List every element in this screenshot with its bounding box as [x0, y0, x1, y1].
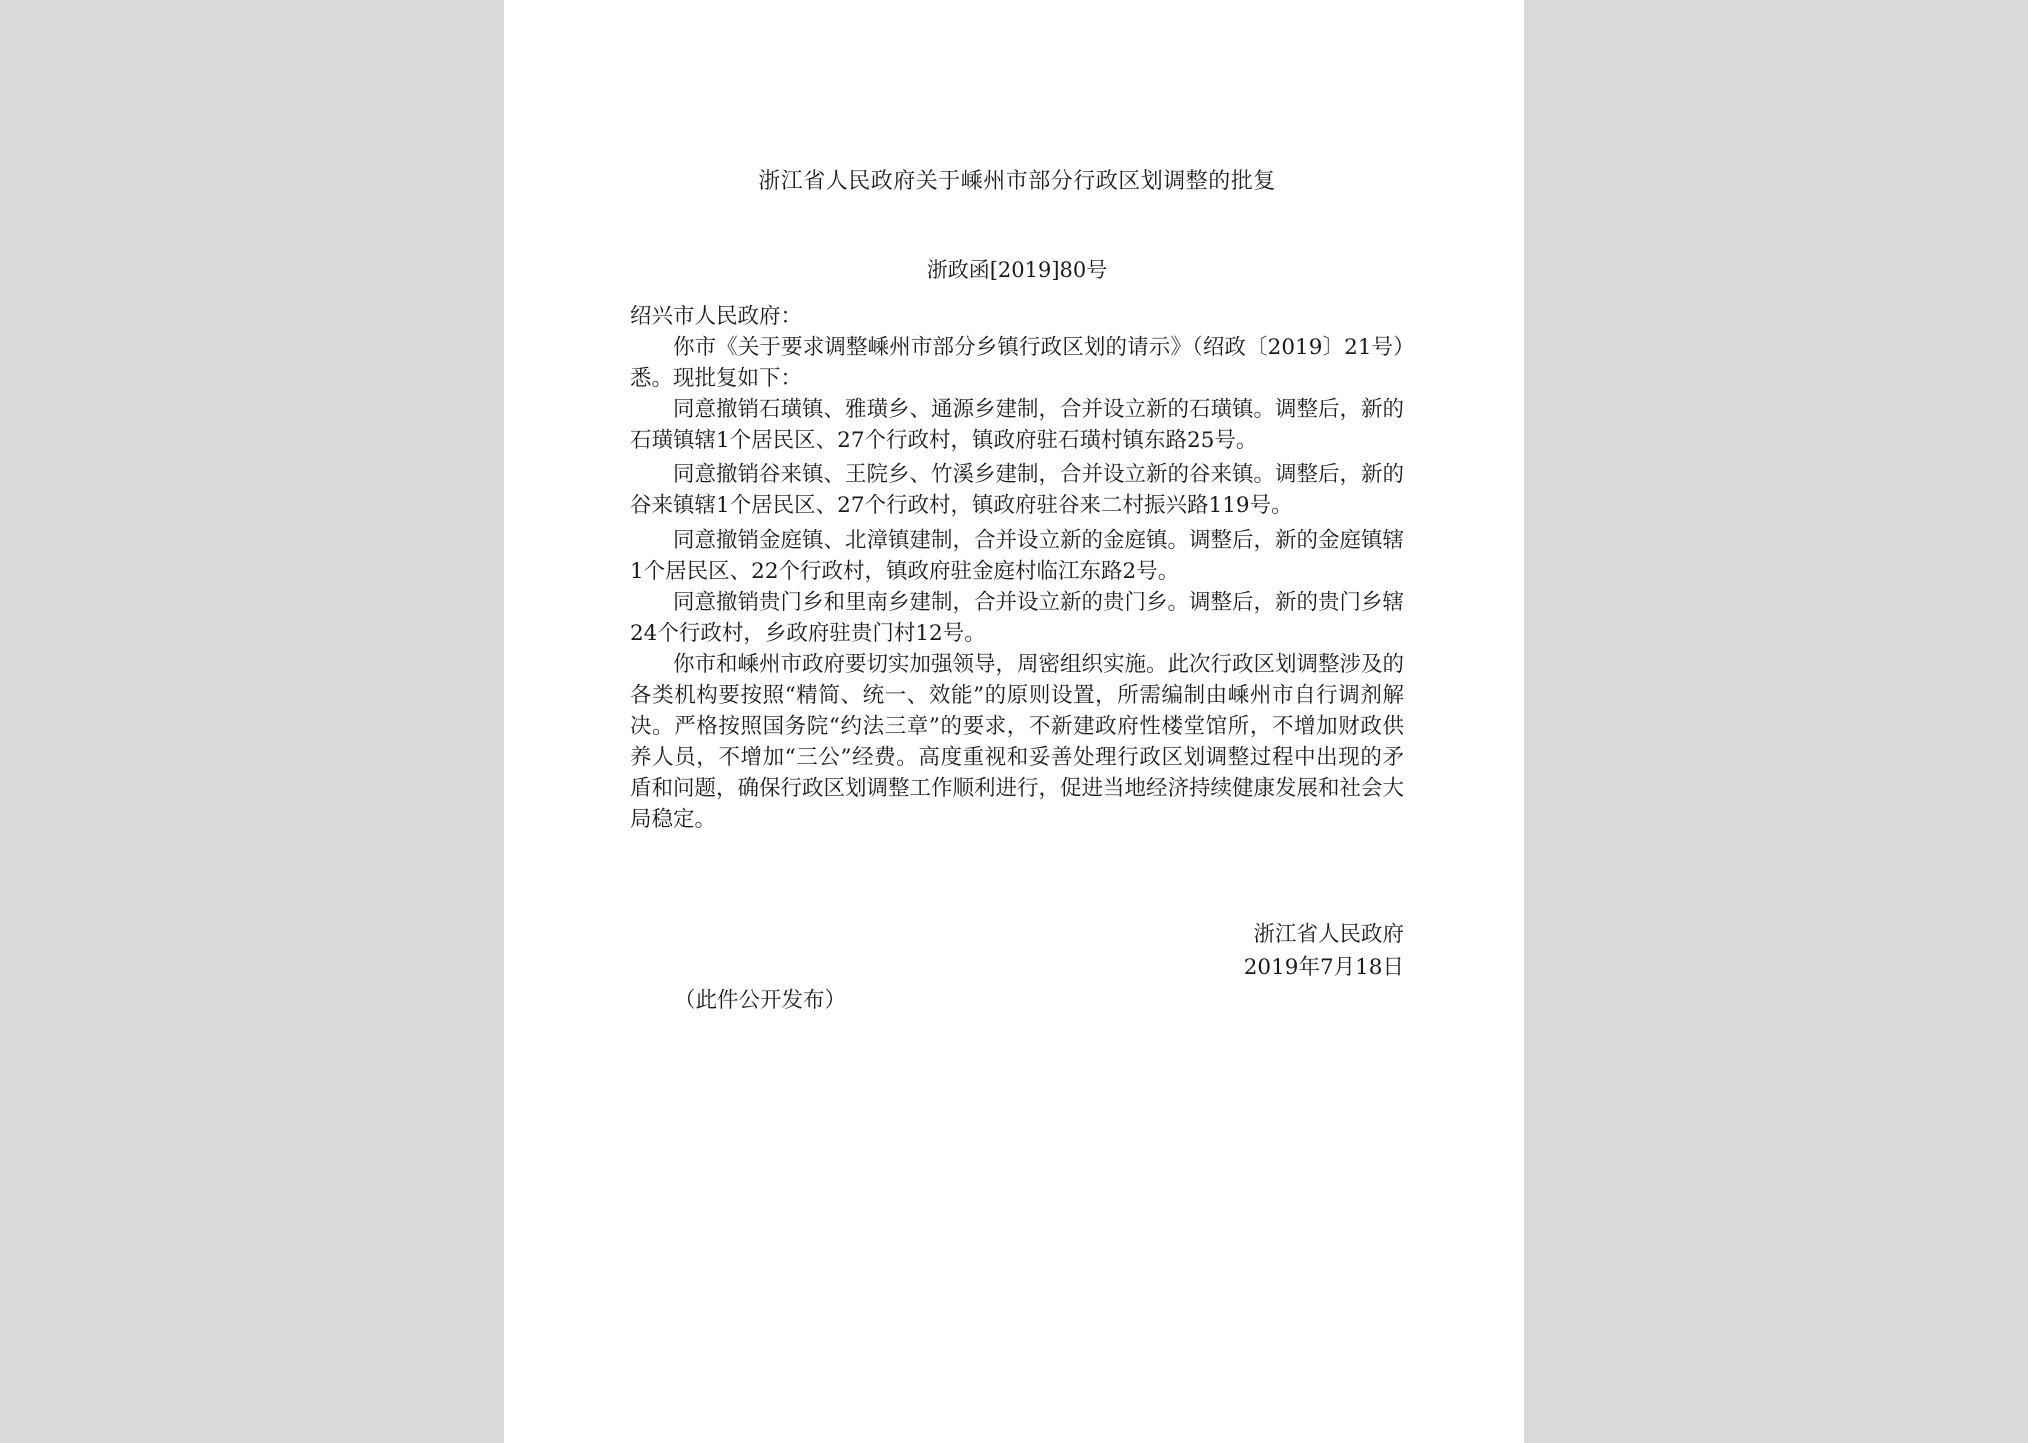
document-page	[504, 0, 1524, 1443]
signature-date: 2019年7月18日	[1243, 955, 1404, 980]
salutation: 绍兴市人民政府：	[630, 304, 803, 329]
paragraph-jinting: 同意撤销金庭镇、北漳镇建制，合并设立新的金庭镇。调整后，新的金庭镇辖1个居民区、22个行政村，镇政府驻金庭村临江东路2号。	[630, 528, 1405, 584]
paragraph-gulai: 同意撤销谷来镇、王院乡、竹溪乡建制，合并设立新的谷来镇。调整后，新的谷来镇辖1个居民区、27个行政村，镇政府驻谷来二村振兴路119号。	[630, 462, 1405, 518]
signature-block	[1004, 918, 1404, 984]
paragraph-guimen: 同意撤销贵门乡和里南乡建制，合并设立新的贵门乡。调整后，新的贵门乡辖24个行政村，乡政府驻贵门村12号。	[630, 590, 1405, 646]
document-title: 浙江省人民政府关于嵊州市部分行政区划调整的批复	[758, 169, 1276, 194]
release-note: （此件公开发布）	[674, 988, 847, 1013]
paragraph-shihuang: 同意撤销石璜镇、雅璜乡、通源乡建制，合并设立新的石璜镇。调整后，新的石璜镇辖1个居民区、27个行政村，镇政府驻石璜村镇东路25号。	[630, 397, 1405, 453]
document-body	[630, 301, 1404, 835]
document-number: 浙政函[2019]80号	[926, 258, 1108, 282]
paragraph-requirements: 你市和嵊州市政府要切实加强领导，周密组织实施。此次行政区划调整涉及的各类机构要按照“精简、统一、效能”的原则设置，所需编制由嵊州市自行调剂解决。严格按照国务院“约法三章”的要求，不新建政府性楼堂馆所，不增加财政供养人员，不增加“三公”经费。高度重视和妥善处理行政区划调整过程中出现的矛盾和问题，确保行政区划调整工作顺利进行，促进当地经济持续健康发展和社会大局稳定。	[630, 652, 1405, 832]
paragraph-intro: 你市《关于要求调整嵊州市部分乡镇行政区划的请示》（绍政〔2019〕21号）悉。现批复如下：	[630, 335, 1404, 391]
signature-org: 浙江省人民政府	[1253, 922, 1404, 947]
